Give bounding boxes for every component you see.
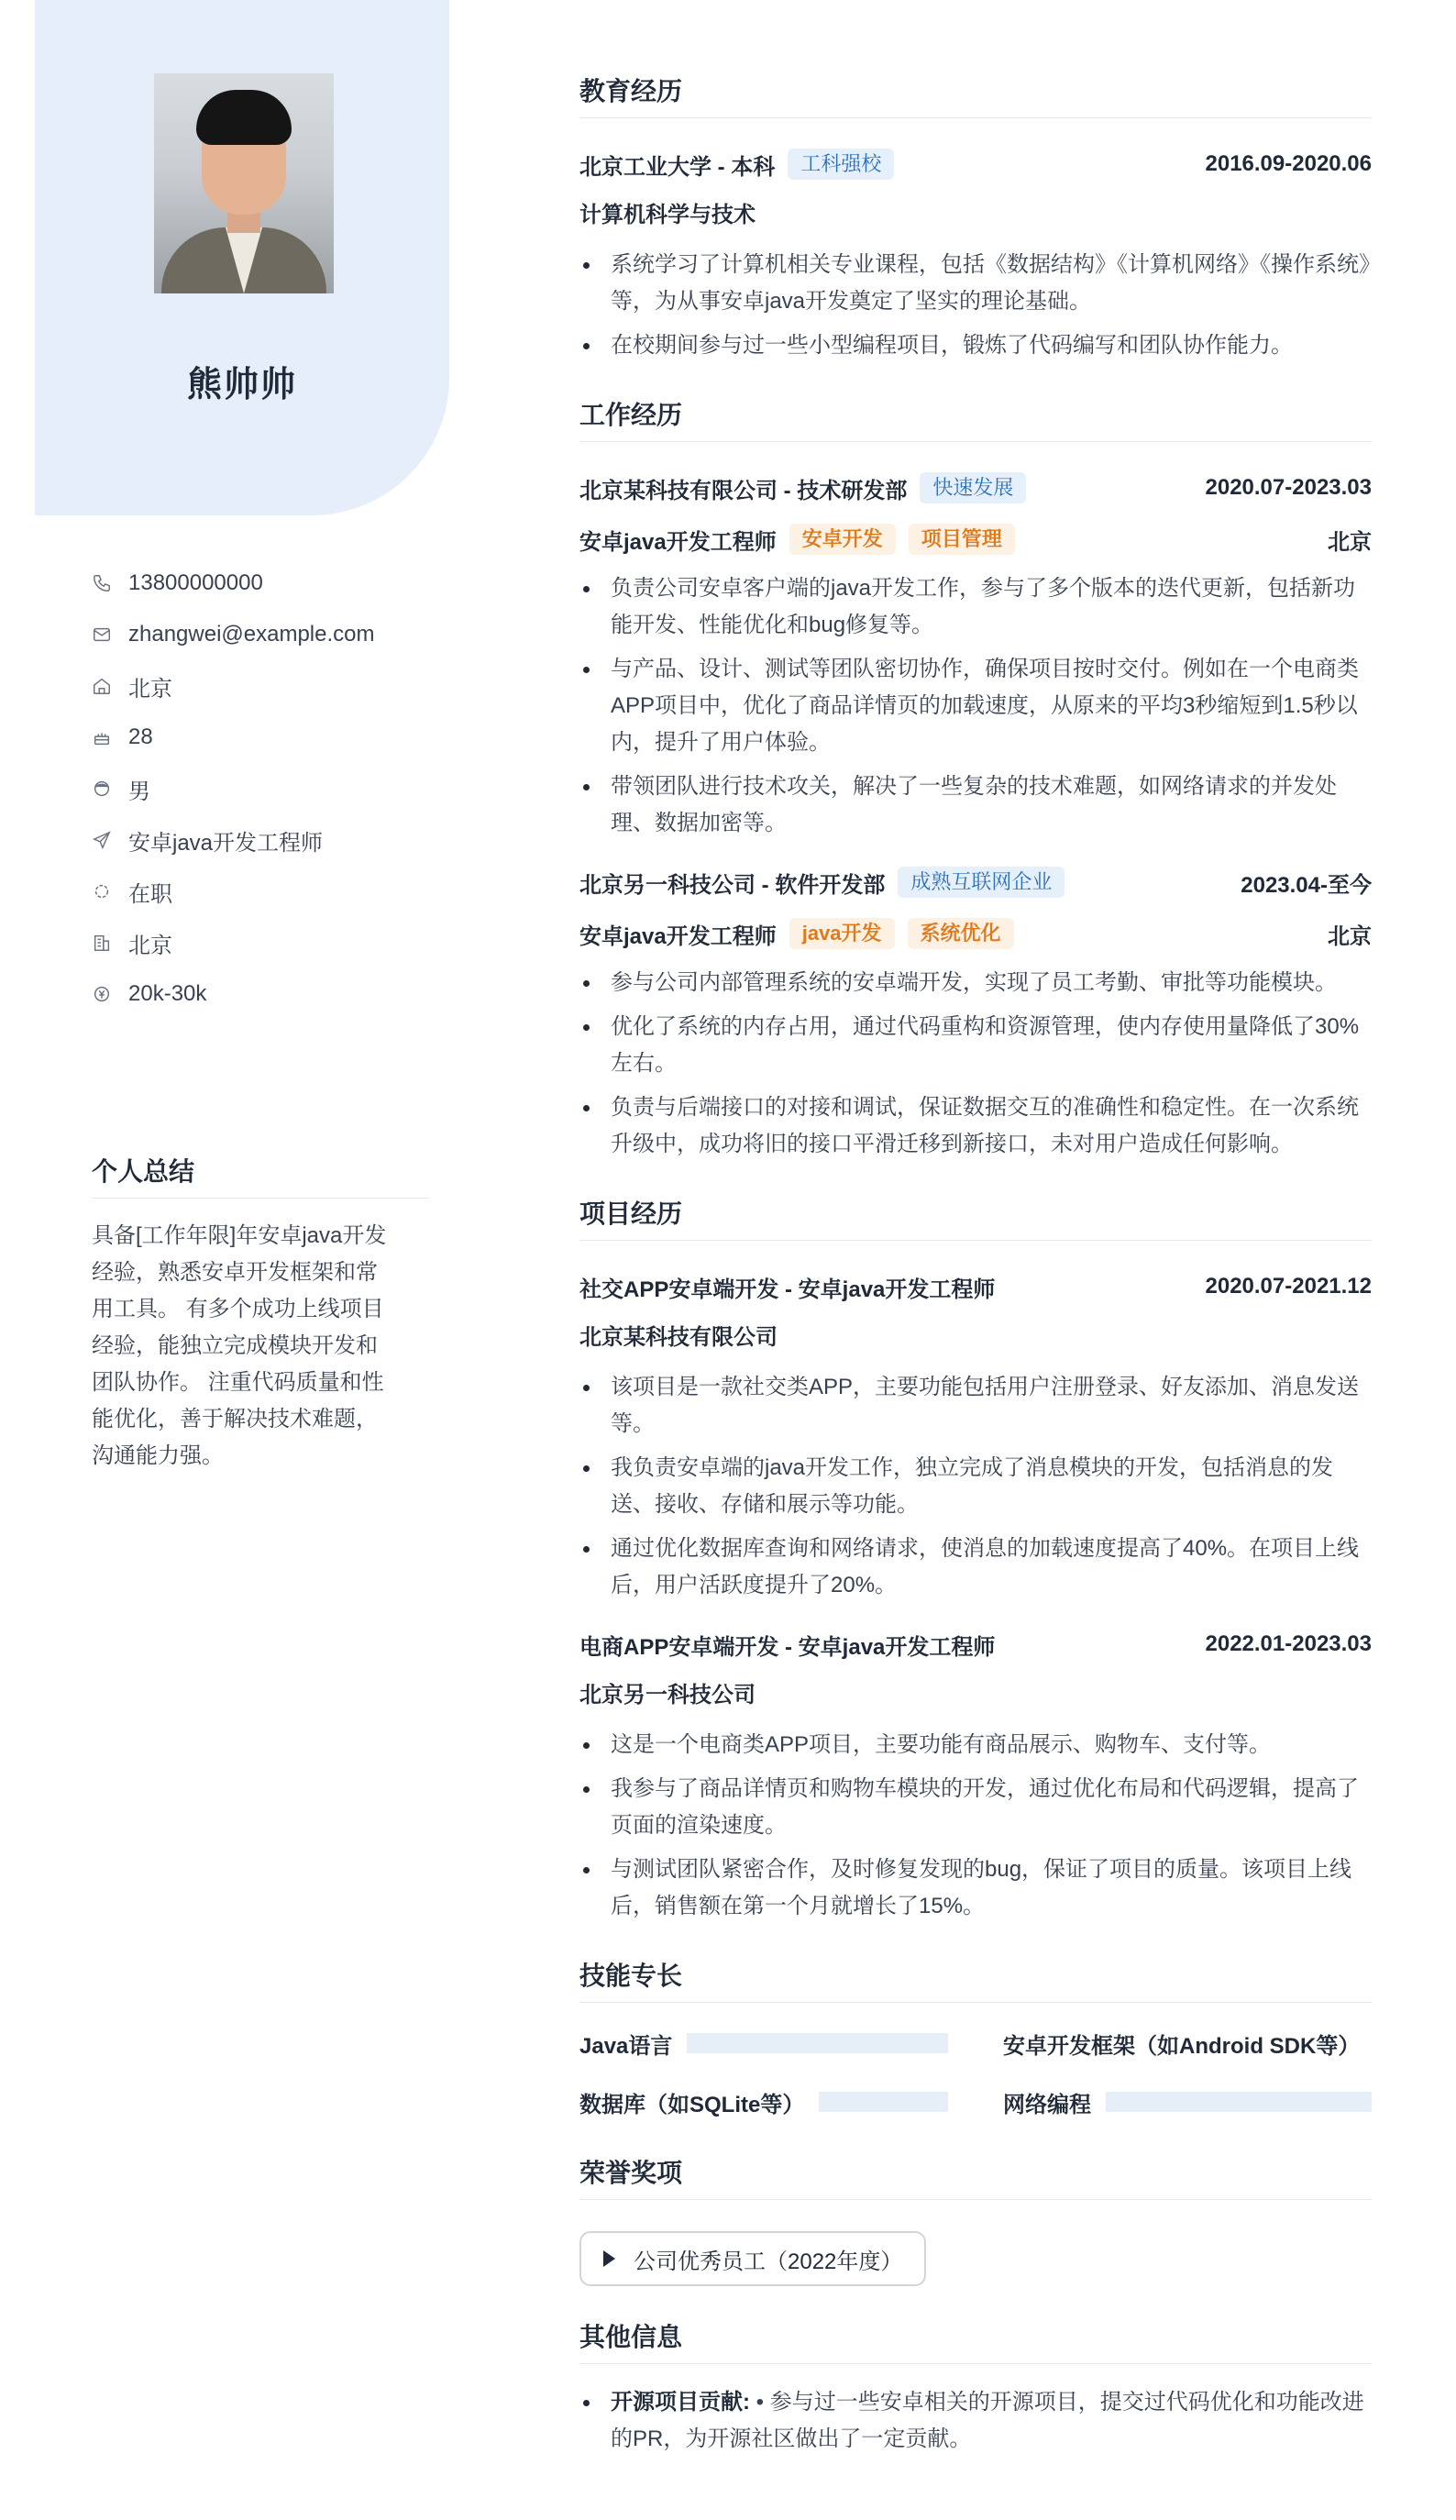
caret-right-icon [603,2250,615,2267]
list-item: 该项目是一款社交类APP，主要功能包括用户注册登录、好友添加、消息发送等。 [579,1369,1372,1442]
list-item: 系统学习了计算机相关专业课程，包括《数据结构》《计算机网络》《操作系统》等，为从事安卓java开发奠定了坚实的理论基础。 [579,247,1372,320]
honors-title: 荣誉奖项 [579,2153,1372,2200]
home-icon [92,676,112,696]
contact-info [92,558,375,1020]
summary-title: 个人总结 [92,1152,429,1199]
job-city: 北京 [1328,529,1372,555]
info-location [92,660,375,712]
skill-label: 安卓开发框架（如Android SDK等） [1003,2033,1361,2059]
age-text: 28 [128,724,153,749]
role-tag: 系统优化 [908,918,1014,949]
list-item: 这是一个电商类APP项目，主要功能有商品展示、购物车、支付等。 [579,1727,1372,1763]
skill-bar [687,2033,948,2053]
company-tag: 快速发展 [920,472,1026,503]
role-tag: 安卓开发 [789,524,896,555]
other-text: 参与过一些安卓相关的开源项目，提交过代码优化和功能改进的PR，为开源社区做出了一定贡献。 [611,2390,1364,2451]
list-item: 我负责安卓端的java开发工作，独立完成了消息模块的开发，包括消息的发送、接收、存储和展示等功能。 [579,1450,1372,1523]
school-tag: 工科强校 [788,149,894,180]
job-entry [579,857,1372,1163]
skill-item [1003,2082,1372,2122]
work-title: 工作经历 [579,395,1372,442]
honor-label: 公司优秀员工（2022年度） [634,2249,903,2274]
school-name: 北京工业大学 - 本科 [579,154,776,180]
salary-text: 20k-30k [128,981,207,1006]
mail-icon [92,624,112,645]
other-title: 其他信息 [579,2317,1372,2364]
salary-icon [92,984,112,1004]
send-icon [92,830,112,850]
honor-toggle[interactable] [579,2231,926,2286]
profile-header [35,0,449,515]
education-date: 2016.09-2020.06 [1205,151,1372,176]
gender-text: 男 [128,779,150,804]
work-section [579,395,1372,1163]
list-item: 优化了系统的内存占用，通过代码重构和资源管理，使内存使用量降低了30%左右。 [579,1009,1372,1082]
major: 计算机科学与技术 [579,203,756,227]
job-date: 2020.07-2023.03 [1205,475,1372,500]
gender-icon [92,779,112,799]
honors-section [579,2153,1372,2286]
job-entry [579,462,1372,842]
list-item: 与产品、设计、测试等团队密切协作，确保项目按时交付。例如在一个电商类APP项目中，优化了商品详情页的加载速度，从原来的平均3秒缩短到1.5秒以内，提升了用户体验。 [579,651,1372,761]
list-item: 负责与后端接口的对接和调试，保证数据交互的准确性和稳定性。在一次系统升级中，成功将旧的接口平滑迁移到新接口，未对用户造成任何影响。 [579,1089,1372,1163]
skill-bar [819,2092,948,2112]
project-company: 北京另一科技公司 [579,1683,756,1708]
status-icon [92,881,112,901]
sidebar [35,0,449,2520]
projects-title: 项目经历 [579,1194,1372,1241]
project-company: 北京某科技有限公司 [579,1325,778,1350]
position-text: 安卓java开发工程师 [128,830,324,856]
company-tag: 成熟互联网企业 [898,867,1064,898]
other-item: 开源项目贡献: • 参与过一些安卓相关的开源项目，提交过代码优化和功能改进的PR，为开源社区做出了一定贡献。 [579,2384,1372,2458]
info-salary [92,968,375,1020]
list-item: 通过优化数据库查询和网络请求，使消息的加载速度提高了40%。在项目上线后，用户活跃度提升了20%。 [579,1531,1372,1604]
skill-bar [1106,2092,1372,2112]
project-name: 社交APP安卓端开发 - 安卓java开发工程师 [579,1277,996,1302]
project-entry [579,1261,1372,1604]
skill-label: 网络编程 [1003,2092,1091,2117]
info-gender [92,763,375,814]
info-email [92,609,375,660]
skills-title: 技能专长 [579,1956,1372,2003]
info-phone [92,558,375,609]
phone-icon [92,573,112,593]
age-icon [92,727,112,747]
list-item: 带领团队进行技术攻关，解决了一些复杂的技术难题，如网络请求的并发处理、数据加密等。 [579,768,1372,842]
company-name: 北京某科技有限公司 - 技术研发部 [579,478,908,503]
job-role: 安卓java开发工程师 [579,923,777,949]
email-text: zhangwei@example.com [128,622,375,647]
main-content [579,72,1372,2489]
list-item: 与测试团队紧密合作，及时修复发现的bug，保证了项目的质量。该项目上线后，销售额在第一个月就增长了15%。 [579,1851,1372,1925]
skill-item [1003,2023,1372,2063]
info-age [92,712,375,763]
other-label: 开源项目贡献: [611,2390,750,2415]
other-section [579,2317,1372,2458]
city-text: 北京 [128,933,172,958]
summary-text: 具备[工作年限]年安卓java开发经验，熟悉安卓开发框架和常用工具。 有多个成功上线项目经验，能独立完成模块开发和团队协作。 注重代码质量和性能优化，善于解决技术难题，沟通能力强。 [92,1223,387,1468]
candidate-name: 熊帅帅 [186,366,297,404]
list-item: 负责公司安卓客户端的java开发工作，参与了多个版本的迭代更新，包括新功能开发、性能优化和bug修复等。 [579,570,1372,644]
avatar [154,73,334,293]
skills-section [579,1956,1372,2122]
info-city [92,917,375,968]
job-role: 安卓java开发工程师 [579,529,777,555]
job-city: 北京 [1328,923,1372,949]
location-text: 北京 [128,676,172,702]
skill-label: Java语言 [579,2033,673,2059]
project-date: 2022.01-2023.03 [1205,1631,1372,1656]
project-entry [579,1619,1372,1925]
role-tag: java开发 [789,918,895,949]
education-section [579,72,1372,364]
list-item: 参与公司内部管理系统的安卓端开发，实现了员工考勤、审批等功能模块。 [579,965,1372,1001]
education-title: 教育经历 [579,72,1372,118]
info-status [92,866,375,917]
status-text: 在职 [128,881,172,907]
skill-label: 数据库（如SQLite等） [579,2092,805,2117]
skill-item [579,2082,948,2122]
list-item: 我参与了商品详情页和购物车模块的开发，通过优化布局和代码逻辑，提高了页面的渲染速度。 [579,1771,1372,1844]
project-name: 电商APP安卓端开发 - 安卓java开发工程师 [579,1634,996,1660]
role-tag: 项目管理 [909,524,1015,555]
job-date: 2023.04-至今 [1241,872,1372,898]
phone-text: 13800000000 [128,570,263,595]
building-icon [92,933,112,953]
project-date: 2020.07-2021.12 [1205,1274,1372,1299]
list-item: 在校期间参与过一些小型编程项目，锻炼了代码编写和团队协作能力。 [579,327,1372,364]
info-position [92,814,375,866]
projects-section [579,1194,1372,1925]
company-name: 北京另一科技公司 - 软件开发部 [579,872,886,898]
skill-item [579,2023,948,2063]
